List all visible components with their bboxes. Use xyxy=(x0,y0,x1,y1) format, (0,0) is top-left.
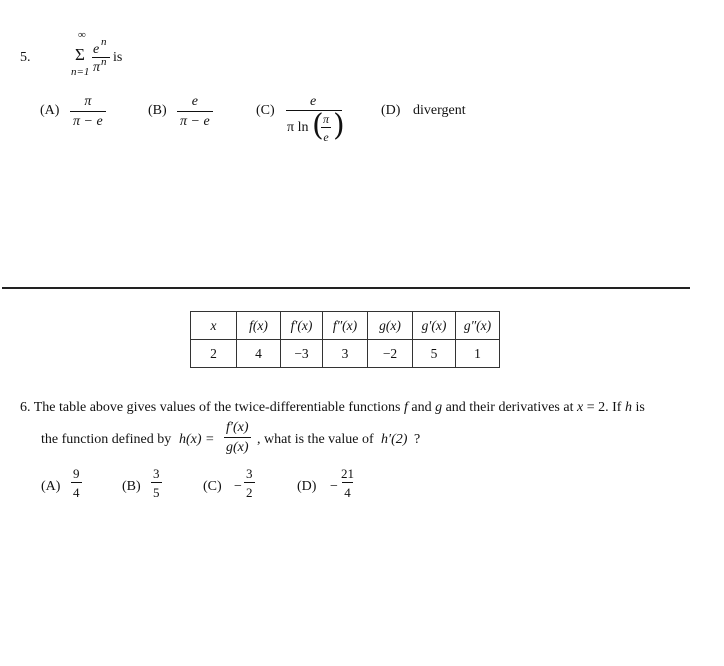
choice-5b-denominator: π − e xyxy=(177,111,213,129)
choice-5c-numerator: e xyxy=(310,94,317,109)
table-cell: 1 xyxy=(456,340,500,368)
choice-5d-label: (D) xyxy=(381,103,401,118)
choice-5b-label: (B) xyxy=(148,103,167,118)
choice-5b-fraction xyxy=(177,95,213,129)
choice-6a-label: (A) xyxy=(41,479,61,494)
section-divider xyxy=(2,287,690,289)
table-cell: 3 xyxy=(323,340,368,368)
function-h: h xyxy=(624,400,632,415)
choice-5c-inner-numerator: π xyxy=(323,112,330,126)
choice-5c-inner-fraction xyxy=(321,113,331,143)
sum-upper-limit: ∞ xyxy=(78,29,86,41)
h-fraction-denominator: g(x) xyxy=(224,437,251,455)
term-numerator-base: e xyxy=(93,42,100,57)
h-definition: h(x) = xyxy=(179,432,215,447)
question-6-text: the function defined by xyxy=(41,432,172,447)
table-cell: −3 xyxy=(281,340,323,368)
table-cell: 5 xyxy=(413,340,456,368)
question-6-number: 6. xyxy=(20,400,31,415)
table-header-cell: x xyxy=(191,312,237,340)
choice-6a-numerator: 9 xyxy=(73,466,80,481)
choice-6c-fraction xyxy=(244,467,255,499)
choice-6d-fraction xyxy=(339,467,356,499)
sigma-symbol: Σ xyxy=(75,45,85,64)
question-6-text: , what is the value of xyxy=(257,432,374,447)
choice-6d-denominator: 4 xyxy=(342,482,353,499)
term-denominator-base: π xyxy=(93,60,101,75)
is-text: is xyxy=(113,50,123,65)
choice-5c-inner-denominator: e xyxy=(321,127,330,143)
question-6-text: and their derivatives at xyxy=(445,400,574,415)
choice-5c-left-paren: ( xyxy=(312,108,324,143)
choice-6b-fraction xyxy=(151,467,162,499)
values-table xyxy=(190,311,500,368)
choice-5a-numerator: π xyxy=(84,94,92,109)
table-header-cell: g(x) xyxy=(368,312,413,340)
h-fraction-numerator: f′(x) xyxy=(226,420,249,435)
question-5-number: 5. xyxy=(20,50,31,65)
choice-6c-numerator: 3 xyxy=(246,466,253,481)
variable-x: x xyxy=(576,400,584,415)
table-header-cell: g′(x) xyxy=(413,312,456,340)
choice-6d-numerator: 21 xyxy=(341,466,354,481)
table-cell: −2 xyxy=(368,340,413,368)
choice-6d-label: (D) xyxy=(297,479,317,494)
choice-5c-label: (C) xyxy=(256,103,275,118)
table-header-cell: f(x) xyxy=(237,312,281,340)
table-header-cell: g″(x) xyxy=(456,312,500,340)
choice-5a-label: (A) xyxy=(40,103,60,118)
question-mark: ? xyxy=(414,432,421,447)
choice-5a-fraction xyxy=(70,95,106,129)
question-6-text: The table above gives values of the twice-differentiable functions xyxy=(33,400,401,415)
is-text: is xyxy=(635,400,645,415)
table-header-row xyxy=(191,312,500,340)
table-header-cell: f′(x) xyxy=(281,312,323,340)
table-cell: 2 xyxy=(191,340,237,368)
choice-5b-numerator: e xyxy=(191,94,198,109)
choice-6a-denominator: 4 xyxy=(71,482,82,499)
sum-lower-limit: n=1 xyxy=(71,66,90,78)
table-row xyxy=(191,340,500,368)
choice-5d-text: divergent xyxy=(413,103,466,118)
choice-5c-denominator-prefix: π ln xyxy=(287,120,309,135)
choice-5c-right-paren: ) xyxy=(333,108,345,143)
term-denominator-exponent: n xyxy=(101,56,107,68)
h-prime-2: h′(2) xyxy=(381,432,408,447)
choice-6b-denominator: 5 xyxy=(151,482,162,499)
question-6-text: = 2. If xyxy=(586,400,622,415)
h-fraction xyxy=(224,421,251,455)
choice-6a-fraction xyxy=(71,467,82,499)
choice-6c-label: (C) xyxy=(203,479,222,494)
choice-6c-sign: − xyxy=(234,479,242,494)
table-cell: 4 xyxy=(237,340,281,368)
choice-6b-numerator: 3 xyxy=(153,466,160,481)
choice-6d-sign: − xyxy=(330,479,338,494)
choice-5a-denominator: π − e xyxy=(70,111,106,129)
function-f: f xyxy=(403,400,408,415)
term-numerator-exponent: n xyxy=(101,36,107,48)
choice-6c-denominator: 2 xyxy=(244,482,255,499)
and-text: and xyxy=(411,400,432,415)
table-header-cell: f″(x) xyxy=(323,312,368,340)
function-g: g xyxy=(435,400,443,415)
question-6-line-1 xyxy=(20,401,645,415)
choice-6b-label: (B) xyxy=(122,479,141,494)
